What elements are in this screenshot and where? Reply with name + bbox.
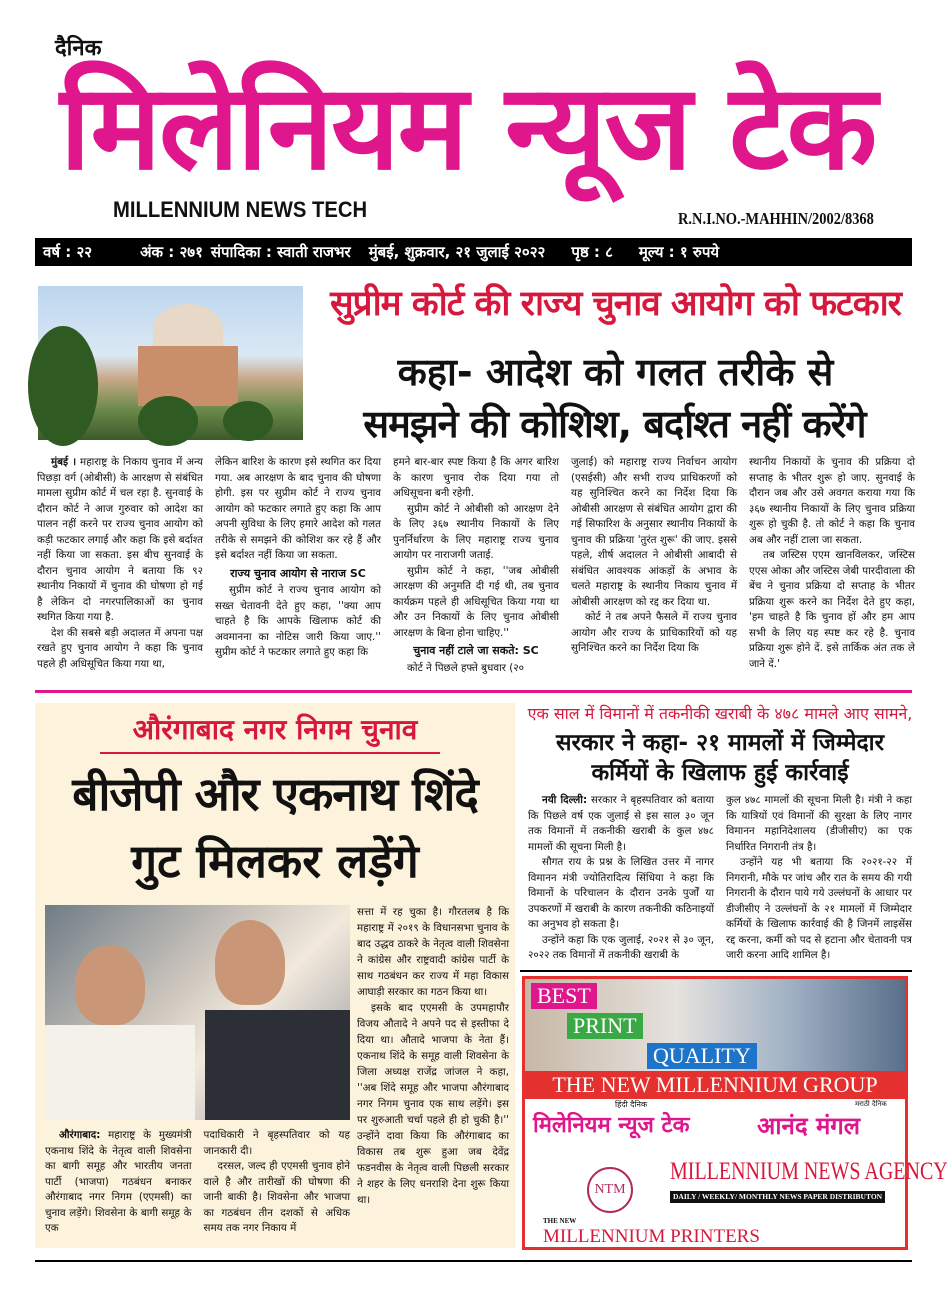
issue: अंक : २७१ xyxy=(140,243,203,261)
newspaper-title: मिलेनियम न्यूज टेक xyxy=(60,58,876,196)
aurangabad-dateline: औरंगाबाद: xyxy=(59,1129,101,1141)
lead-column-1 xyxy=(37,455,203,685)
aurangabad-headline-line1: बीजेपी और एकनाथ शिंदे xyxy=(72,767,478,821)
lead-headline-line2: समझने की कोशिश, बर्दाश्त नहीं करेंगे xyxy=(363,402,866,446)
english-title: MILLENNIUM NEWS TECH xyxy=(113,197,368,222)
flights-headline-line1: सरकार ने कहा- २१ मामलों में जिम्मेदार xyxy=(555,730,885,756)
millennium-group-advertisement xyxy=(522,976,948,1250)
subheading: चुनाव नहीं टाले जा सकते: SC xyxy=(413,644,539,657)
page-bottom-rule xyxy=(35,1260,912,1262)
aurangabad-headline-line2: गुट मिलकर लड़ेंगे xyxy=(131,834,419,888)
lead-kicker: सुप्रीम कोर्ट की राज्य चुनाव आयोग को फटकार xyxy=(330,284,901,324)
dateline: मुंबई, शुक्रवार, २१ जुलाई २०२२ xyxy=(368,243,546,261)
printers-name: MILLENNIUM PRINTERS xyxy=(543,1226,760,1247)
page-number: पृष्ठ : ८ xyxy=(571,243,613,261)
the-new-label: THE NEW xyxy=(543,1217,577,1225)
aurangabad-column-2 xyxy=(204,1128,351,1246)
paragraph: सरकार ने बृहस्पतिवार को बताया कि पिछले वर्ष एक जुलाई से इस साल ३० जून तक विमानों में तकनीकी खराबी के कुल ४७८ मामलों की सूचना मिली है। xyxy=(528,794,714,853)
paragraph: जुलाई) को महाराष्ट्र राज्य निर्वाचन आयोग (एसईसी) और सभी राज्य प्राधिकरणों को यह सुनिश्चित करने का निर्देश दिया कि ओबीसी आरक्षण से संबंधित आयोग द्वारा की गई सिफारिश के अनुसार स्थानीय निकायों के चुनाव की प्रक्रिया 'तुरंत शुरू' की जाए. इससे पहले, शीर्ष अदालत ने ओबीसी आबादी से संबंधित आवश्यक आंकड़ों के अभाव के चलते महाराष्ट्र के स्थानीय निकाय चुनाव में ओबीसी आरक्षण को रद्द कर दिया था. xyxy=(571,456,737,608)
paragraph: उन्होंने यह भी बताया कि २०२१-२२ में निगरानी, मौके पर जांच और रात के समय की गयी निगरानी के दौरान पाये गये उल्लंघनों के आधार पर डीजीसीए ने उल्लंघनों के २१ मामलों में जिम्मेदार कर्मियों के खिलाफ कार्रवाई की है जिनमें लाइसेंस रद्द करना, कर्मी को पद से हटाना और चेतावनी पत्र जारी करना आदि शामिल है। xyxy=(726,856,912,961)
flights-body xyxy=(528,793,912,965)
lead-headline-line1: कहा- आदेश को गलत तरीके से xyxy=(397,350,834,394)
paragraph: कोर्ट ने तब अपने फैसले में राज्य चुनाव आयोग और राज्य के प्राधिकारियों को यह सुनिश्चित करने का निर्देश दिया कि xyxy=(571,611,737,654)
paragraph: सौगत राय के प्रश्न के लिखित उत्तर में नागर विमानन मंत्री ज्योतिरादित्य सिंधिया ने कहा कि विमानों के परिचालन के दौरान उनके पुर्जों या उपकरणों में खराबी के कारण तकनीकी कठिनाइयों का अनुभव हो सकता है। xyxy=(528,856,714,930)
paragraph: इसके बाद एएमसी के उपमहापौर विजय औतादे ने अपने पद से इस्तीफा दे दिया था। औतादे भाजपा के नेता हैं। एकनाथ शिंदे के समूह वाली शिवसेना के जिला अध्यक्ष राजेंद्र जांजल ने कहा, ''अब शिंदे समूह और भाजपा औरंगाबाद नगर निगम चुनाव एक साथ लड़ेंगे। इस पर शुरुआती चर्चा पहले ही हो चुकी है।'' उन्होंने दावा किया कि औरंगाबाद का विकास तब शुरू हुआ जब देवेंद्र फडनवीस के नेतृत्व वाली पिछली सरकार ने शहर के लिए धनराशि देना शुरू किया था। xyxy=(357,1002,509,1206)
paragraph: कुल ४७८ मामलों की सूचना मिली है। मंत्री ने कहा कि यात्रियों एवं विमानों की सुरक्षा के लिए नागर विमानन महानिदेशालय (डीजीसीए) का एक निर्धारित निगरानी तंत्र है। xyxy=(726,794,912,853)
aurangabad-body xyxy=(45,1128,350,1246)
ad-tag-best: BEST xyxy=(531,983,597,1009)
paragraph: सत्ता में रह चुका है। गौरतलब है कि महाराष्ट्र में २०१९ के विधानसभा चुनाव के बाद उद्धव ठाकरे के नेतृत्व वाली शिवसेना ने कांग्रेस और राष्ट्रवादी कांग्रेस पार्टी के साथ गठबंधन कर राज्य में महा विकास आघाड़ी सरकार का गठन किया था। xyxy=(357,906,509,998)
aurangabad-column-3 xyxy=(357,904,509,1208)
flights-headline-line2: कर्मियों के खिलाफ हुई कार्रवाई xyxy=(591,760,849,786)
paragraph: महाराष्ट्र के निकाय चुनाव में अन्य पिछड़ा वर्ग (ओबीसी) के आरक्षण से संबंधित मामला सुप्रीम कोर्ट में चल रहा है. सुनवाई के दौरान कोर्ट ने आज गुरुवार को आदेश का पालन नहीं करने पर राज्य चुनाव आयोग को कड़ी फटकार लगाई और कहा कि इसे बर्दाश्त नहीं किया जा सकता. इस बीच सुनवाई के दौरान चुनाव आयोग ने बताया कि ९२ स्थानीय निकायों में चुनाव की घोषणा हो गई है लेकिन दो नगरपालिकाओं का चुनाव स्थगित किया गया है. xyxy=(37,456,203,623)
marathi-paper-name: आनंद मंगल xyxy=(757,1112,861,1140)
lead-column-5 xyxy=(749,455,915,685)
section-divider xyxy=(35,690,912,693)
paragraph: उन्होंने कहा कि एक जुलाई, २०२१ से ३० जून, २०२२ तक विमानों में तकनीकी खराबी के xyxy=(528,933,714,961)
flights-dateline: नयी दिल्ली: xyxy=(542,794,588,806)
marathi-daily-label: मराठी दैनिक xyxy=(855,1100,887,1108)
lead-column-3 xyxy=(393,455,559,685)
lead-column-4 xyxy=(571,455,737,685)
paragraph: सुप्रीम कोर्ट ने ओबीसी को आरक्षण देने के लिए ३६७ स्थानीय निकायों के लिए पुनर्निर्धारण के लिए महाराष्ट्र राज्य चुनाव आयोग पर नाराजगी जताई. xyxy=(393,502,559,561)
daily-label: दैनिक xyxy=(55,36,102,61)
paragraph: दरसल, जल्द ही एएमसी चुनाव होने वाले है और तारीखों की घोषणा की जानी बाकी है। शिवसेना और भाजपा का गठबंधन तीन दशकों से अधिक समय तक नगर निकाय में xyxy=(203,1160,350,1234)
price: मूल्य : १ रुपये xyxy=(638,243,720,261)
ntm-logo: NTM xyxy=(587,1167,633,1213)
hindi-paper-name: मिलेनियम न्यूज टेक xyxy=(533,1113,690,1138)
aurangabad-kicker: औरंगाबाद नगर निगम चुनाव xyxy=(132,713,418,746)
editor: संपादिका : स्वाती राजभर xyxy=(210,243,351,261)
divider xyxy=(520,970,912,972)
news-agency-name: MILLENNIUM NEWS AGENCY xyxy=(670,1158,948,1185)
paragraph: देश की सबसे बड़ी अदालत में अपना पक्ष रखते हुए चुनाव आयोग ने कहा कि चुनाव पहले ही अधिसूचित किया गया था, xyxy=(37,626,203,670)
paragraph: कोर्ट ने पिछले हफ्ते बुधवार (२० xyxy=(407,661,524,674)
ad-group-name: THE NEW MILLENNIUM GROUP xyxy=(525,1071,905,1099)
info-bar xyxy=(35,238,912,266)
hindi-daily-label: हिंदी दैनिक xyxy=(615,1100,648,1109)
distribution-label: DAILY / WEEKLY/ MONTHLY NEWS PAPER DISTRIBUTON xyxy=(670,1191,885,1203)
paragraph: सुप्रीम कोर्ट ने राज्य चुनाव आयोग को सख्त चेतावनी देते हुए कहा, ''क्या आप चाहते है कि आपके खिलाफ कोर्ट की अवमानना का नोटिस जारी किया जाए.'' सुप्रीम कोर्ट ने फटकार लगाते हुए कहा कि xyxy=(215,584,381,658)
lead-dateline: मुंबई । xyxy=(51,456,77,468)
paragraph: तब जस्टिस एएम खानविलकर, जस्टिस एएस ओका और जस्टिस जेबी पारदीवाला की बेंच ने चुनाव प्रक्रिया दो सप्ताह के भीतर प्रक्रिया शुरू करने का निर्देश देते हुए कहा, 'हम चाहते है कि चुनाव हों और हम आप सभी के लिए यह स्पष्ट कर रहे है. चुनाव प्रक्रिया शुरू होने दें. इसे तार्किक अंत तक ले जाने दें.' xyxy=(749,549,915,670)
ad-tag-print: PRINT xyxy=(567,1013,643,1039)
paragraph: लेकिन बारिश के कारण इसे स्थगित कर दिया गया. अब आरक्षण के बाद चुनाव की घोषणा होगी. इस पर सुप्रीम कोर्ट ने राज्य चुनाव आयोग को फटकार लगाते हुए कहा कि आप अपनी सुविधा के लिए हमारे आदेश को गलत तरीके से समझने की कोशिश कर रहे हैं और इसे बर्दाश्त नहीं किया जा सकता. xyxy=(215,456,381,561)
ad-tag-quality: QUALITY xyxy=(647,1043,757,1069)
supreme-court-photo xyxy=(38,286,303,440)
lead-article-body xyxy=(37,455,915,685)
politicians-photo xyxy=(45,905,350,1120)
subheading: राज्य चुनाव आयोग से नाराज SC xyxy=(230,566,366,580)
paragraph: सुप्रीम कोर्ट ने कहा, ''जब ओबीसी आरक्षण की अनुमति दी गई थी, तब चुनाव कार्यक्रम पहले ही अधिसूचित किया गया था और उन निकायों के लिए चुनाव ओबीसी आरक्षण के बिना होना चाहिए.'' xyxy=(393,564,559,639)
paragraph: स्थानीय निकायों के चुनाव की प्रक्रिया दो सप्ताह के भीतर शुरू हो जाए. सुनवाई के दौरान जब और उसे अवगत कराया गया कि ३६७ स्थानीय निकायों के लिए चुनाव प्रक्रिया शुरू हो चुकी है. तो कोर्ट ने कहा कि चुनाव अब और नहीं टाला जा सकता. xyxy=(749,456,915,546)
paragraph: महाराष्ट्र के मुख्यमंत्री एकनाथ शिंदे के नेतृत्व वाली शिवसेना का बागी समूह और भारतीय जनता पार्टी (भाजपा) गठबंधन बनाकर औरंगाबाद नगर निगम (एएमसी) का चुनाव लड़ेंगे। शिवसेना के बागी समूह के एक xyxy=(45,1129,192,1234)
kicker-underline xyxy=(100,752,440,754)
flights-column-1 xyxy=(528,793,714,965)
aurangabad-column-1 xyxy=(45,1128,192,1246)
flights-column-2 xyxy=(726,793,912,965)
lead-column-2 xyxy=(215,455,381,685)
paragraph: हमने बार-बार स्पष्ट किया है कि अगर बारिश के कारण चुनाव रोक दिया गया तो अधिसूचना बनी रहेगी. xyxy=(393,456,559,499)
paragraph: पदाधिकारी ने बृहस्पतिवार को यह जानकारी दी। xyxy=(203,1129,350,1157)
rni-number: R.N.I.NO.-MAHHIN/2002/8368 xyxy=(678,209,874,228)
year: वर्ष : २२ xyxy=(43,243,93,261)
flights-kicker: एक साल में विमानों में तकनीकी खराबी के ४७८ मामले आए सामने, xyxy=(527,704,913,723)
